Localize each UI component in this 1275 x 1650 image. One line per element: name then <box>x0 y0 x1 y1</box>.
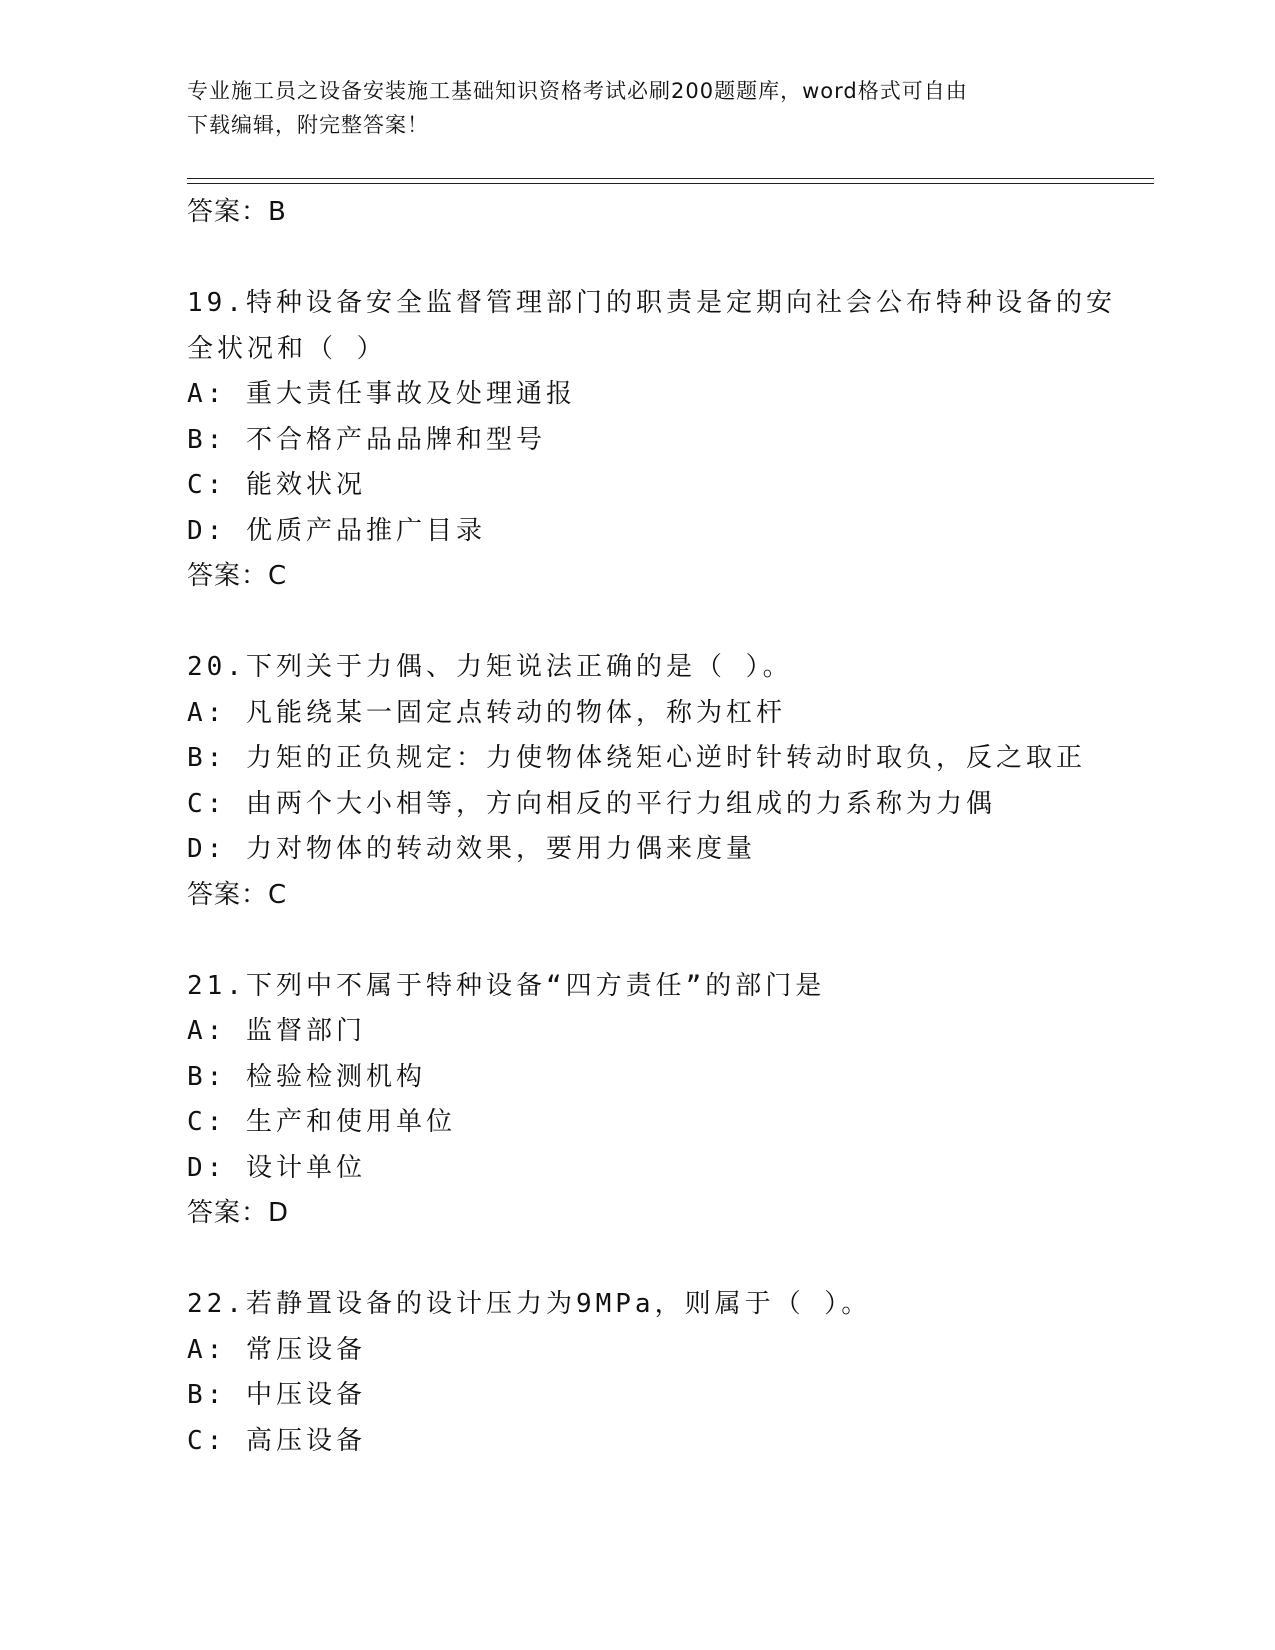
answer-line: 答案：C <box>187 561 288 591</box>
option-a: A: 重大责任事故及处理通报 <box>187 379 576 409</box>
option-c: C: 由两个大小相等，方向相反的平行力组成的力系称为力偶 <box>187 788 996 819</box>
option-c: C: 高压设备 <box>187 1425 366 1456</box>
option-d: D: 优质产品推广目录 <box>187 515 486 546</box>
answer-line: 答案：B <box>187 197 287 227</box>
header-line-2: 下载编辑，附完整答案！ <box>187 113 429 137</box>
spacer <box>187 918 1087 964</box>
option-a: A: 监督部门 <box>187 1016 366 1046</box>
answer-line: 答案：D <box>187 1198 290 1228</box>
option-b: B: 中压设备 <box>187 1380 366 1410</box>
option-c: C: 生产和使用单位 <box>187 1107 456 1137</box>
question-stem: 19.特种设备安全监督管理部门的职责是定期向社会公布特种设备的安 <box>187 288 1116 318</box>
question-list <box>187 190 1116 1464</box>
option-b: B: 力矩的正负规定：力使物体绕矩心逆时针转动时取负，反之取正 <box>187 743 1086 773</box>
question-block <box>187 645 1087 918</box>
option-b: B: 不合格产品品牌和型号 <box>187 424 546 455</box>
question-stem: 21.下列中不属于特种设备“四方责任”的部门是 <box>187 970 826 1001</box>
answer-line: 答案：C <box>187 879 288 910</box>
question-block <box>187 1282 1087 1464</box>
option-a: A: 凡能绕某一固定点转动的物体，称为杠杆 <box>187 697 786 728</box>
option-d: D: 设计单位 <box>187 1152 366 1183</box>
option-b: B: 检验检测机构 <box>187 1061 426 1092</box>
spacer <box>187 600 1087 646</box>
spacer <box>187 236 1087 282</box>
spacer <box>187 1237 1087 1283</box>
page-header <box>187 74 1067 142</box>
option-c: C: 能效状况 <box>187 470 366 500</box>
option-d: D: 力对物体的转动效果，要用力偶来度量 <box>187 834 756 864</box>
header-rule <box>187 178 1154 184</box>
question-stem: 20.下列关于力偶、力矩说法正确的是（ ）。 <box>187 652 793 682</box>
option-a: A: 常压设备 <box>187 1334 366 1365</box>
question-stem: 全状况和（ ） <box>187 333 387 364</box>
question-stem: 22.若静置设备的设计压力为9MPa，则属于（ ）。 <box>187 1289 872 1319</box>
header-line-1: 专业施工员之设备安装施工基础知识资格考试必刷200题题库，word格式可自由 <box>187 79 968 103</box>
question-block <box>187 281 1116 600</box>
question-block <box>187 964 1087 1237</box>
